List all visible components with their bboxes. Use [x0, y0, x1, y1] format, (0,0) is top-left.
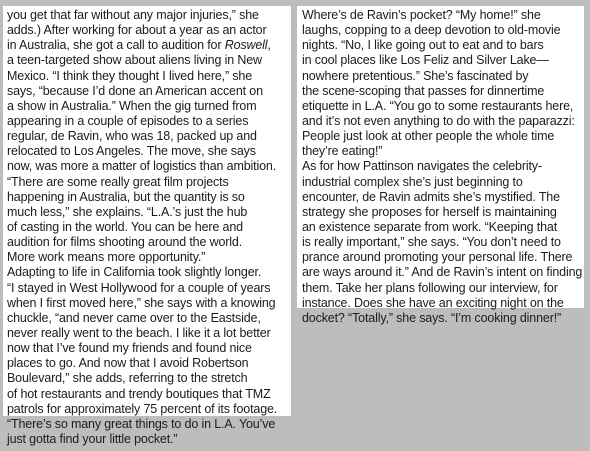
text-line: “There are some really great film projects: [7, 174, 229, 189]
text-line: relocated to Los Angeles. The move, she says: [7, 144, 256, 159]
text-line: happening in Australia, but the quantity is so: [7, 189, 245, 204]
text-line: appearing in a couple of episodes to a series: [7, 113, 249, 128]
text-line: nights. “No, I like going out to eat and to bars: [302, 38, 544, 53]
text-line: says, “because I’d done an American accent on: [7, 83, 263, 98]
text-line: regular, de Ravin, who was 18, packed up and: [7, 129, 257, 144]
text-line: industrial complex she’s just beginning to: [302, 174, 523, 189]
text-line: in Australia, she got a call to audition for Roswell,: [7, 38, 271, 53]
left-text-column: [3, 6, 291, 446]
text-line: much less,” she explains. “L.A.’s just the hub: [7, 204, 248, 219]
text-line: As for how Pattinson navigates the celebrity-: [302, 159, 542, 174]
text-line: Boulevard,” she adds, referring to the stretch: [7, 371, 248, 386]
text-line: etiquette in L.A. “You go to some restaurants here,: [302, 98, 574, 113]
text-line: a show in Australia.” When the gig turned from: [7, 98, 257, 113]
text-line: nowhere pretentious.” She’s fascinated by: [302, 68, 529, 83]
text-line: encounter, de Ravin admits she’s mystified. The: [302, 189, 560, 204]
text-line: places to go. And now that I avoid Robertson: [7, 356, 249, 371]
text-line: “I stayed in West Hollywood for a couple of years: [7, 280, 271, 295]
text-line: docket? “Totally,” she says. “I’m cooking dinner!”: [302, 310, 562, 325]
text-line: just gotta find your little pocket.”: [7, 431, 178, 446]
text-line: is really important,” she says. “You don’t need to: [302, 235, 561, 250]
text-line: Mexico. “I think they thought I lived here,” she: [7, 68, 253, 83]
text-line: strategy she proposes for herself is maintaining: [302, 204, 557, 219]
text-line: of hot restaurants and trendy boutiques that TMZ: [7, 386, 271, 401]
text-line: an existence separate from work. “Keeping that: [302, 219, 558, 234]
text-line: adds.) After working for about a year as an actor: [7, 23, 267, 38]
text-line: People just look at other people the whole time: [302, 129, 555, 144]
text-line: are ways around it.” And de Ravin’s intent on finding: [302, 265, 583, 280]
text-line: patrols for approximately 75 percent of its footage.: [7, 401, 278, 416]
text-line: never really went to the beach. I like it a lot better: [7, 325, 271, 340]
text-line: of casting in the world. You can be here and: [7, 219, 243, 234]
text-line: now, was more a matter of logistics than ambition.: [7, 159, 277, 174]
text-line: More work means more opportunity.”: [7, 250, 206, 265]
text-line: chuckle, “and never came over to the Eastside,: [7, 310, 261, 325]
text-line: laughs, copping to a deep devotion to old-movie: [302, 23, 561, 38]
text-line: audition for films shooting around the world.: [7, 235, 243, 250]
text-line: now that I’ve found my friends and found nice: [7, 341, 252, 356]
text-line: instance. Does she have an exciting night on the: [302, 295, 564, 310]
text-line: in cool places like Los Feliz and Silver Lake—: [302, 53, 549, 68]
text-line: “There’s so many great things to do in L.A. You’ve: [7, 416, 276, 431]
text-line: and it’s not even anything to do with the paparazzi:: [302, 113, 575, 128]
text-line: them. Take her plans following our interview, for: [302, 280, 558, 295]
text-line: prance around promoting your personal life. There: [302, 250, 573, 265]
text-line: Where’s de Ravin’s pocket? “My home!” she: [302, 8, 541, 22]
right-text-column: [297, 6, 584, 325]
text-line: the scene-scoping that passes for dinnertime: [302, 83, 545, 98]
text-line: a teen-targeted show about aliens living in New: [7, 53, 262, 68]
text-line: when I first moved here,” she says with a knowing: [7, 295, 276, 310]
text-line: you get that far without any major injuries,” she: [7, 8, 259, 22]
text-line: they’re eating!”: [302, 144, 383, 159]
text-line: Adapting to life in California took slightly longer.: [7, 265, 262, 280]
